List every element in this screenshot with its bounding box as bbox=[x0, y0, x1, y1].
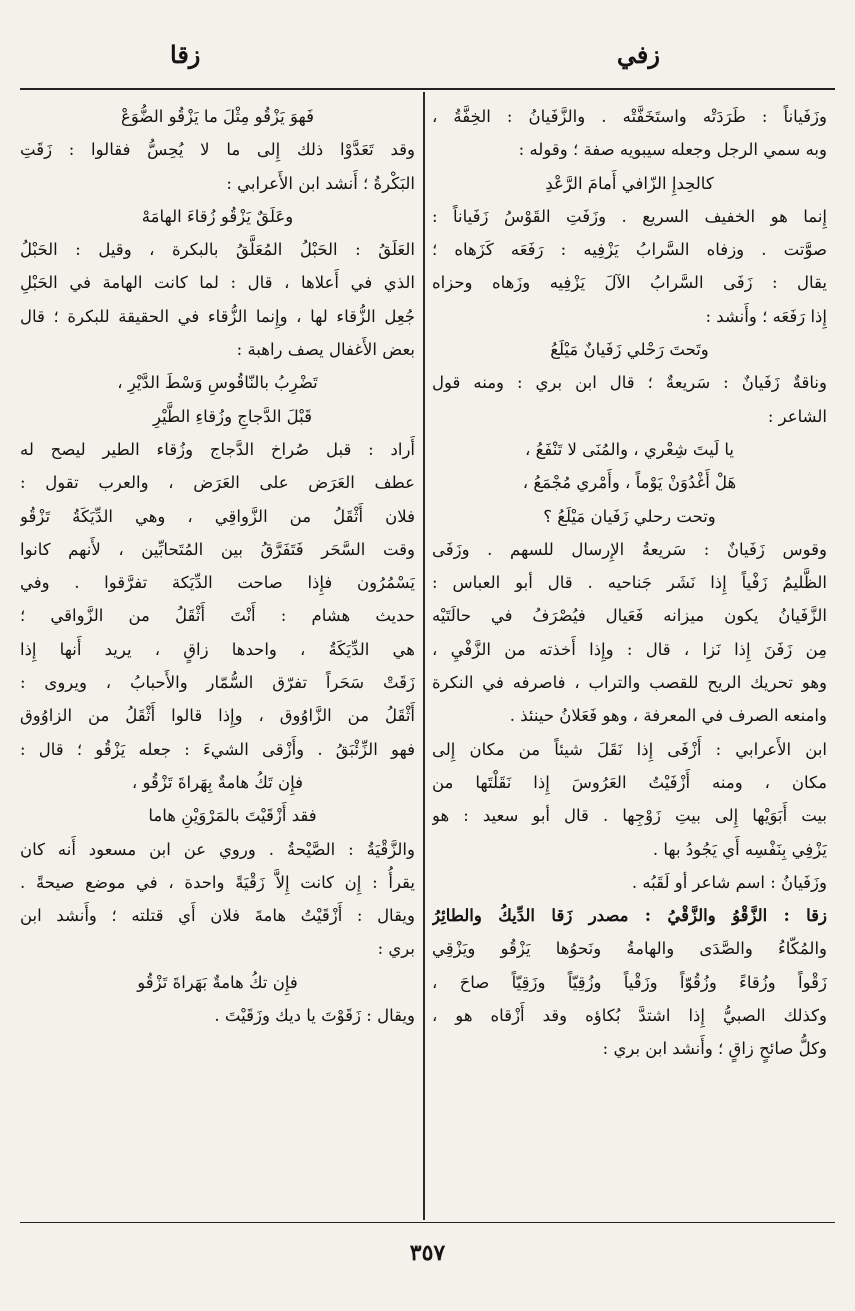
text-line: البَكْرةُ ؛ أَنشد ابن الأَعرابي : bbox=[226, 173, 415, 193]
text-line: وكلُّ صائحٍ زاقٍ ؛ وأَنشد ابن بري : bbox=[602, 1039, 827, 1059]
text-line: الشاعر : bbox=[767, 406, 827, 426]
text-line: وناقةٌ زَفَيانٌ : سَريعةٌ ؛ قال ابن بري : ومنه قول bbox=[432, 373, 827, 393]
page-header bbox=[0, 40, 855, 80]
verse-line: فقد أَزْقَيْتَ بالمَرْوَيْنِ هاما bbox=[148, 806, 317, 826]
text-line: الظَّليمُ زَفْياً إِذا نَشَر جَناحيه . قال أبو العباس : bbox=[432, 573, 827, 593]
verse-line: تَضْرِبُ بالنّاقُوسِ وَسْطَ الدَّيْرِ ، bbox=[117, 373, 318, 393]
text-line: هي الدِّيَكَةُ ، واحدها زاقٍ ، يريد أَنها إِذا bbox=[20, 639, 415, 659]
text-line: وزَفَياناً : طَرَدَتْه واستَخَفَّتْه . والزَّفَيانُ : الخِفَّةُ ، bbox=[432, 107, 827, 126]
text-line: الذي في أَعلاها ، قال : لما كانت الهامة في الحَبْلِ bbox=[20, 273, 415, 293]
text-line: صوَّتت . وزفاه السَّرابُ يَزْفِيه : رَفَعَه كَزَهاه ؛ bbox=[432, 240, 827, 260]
text-line: والمُكّاءُ والصَّدَى والهامةُ ونَحوُها يَزْقُو ويَزْقِي bbox=[432, 939, 827, 959]
text-line: أَثْقَلُ من الزَّاوُوق ، وإِذا قالوا أَثْقَلُ من الزاوُوق bbox=[20, 706, 415, 726]
verse-line: وتحت رحلي زَفَيان مَيْلَعُ ؟ bbox=[543, 506, 716, 526]
verse-line: فإِن تَكُ هامةٌ بِهَراةَ تَزْقُو ، bbox=[131, 772, 304, 792]
text-line: عطف العَرَض على العَرَض ، والعرب تقول : bbox=[20, 473, 415, 493]
text-line: إِذا رَفَعَه ؛ وأَنشد : bbox=[705, 306, 827, 326]
verse-line: فإِن تكُ هامةٌ بَهَراةَ تَزْقُو bbox=[137, 972, 298, 992]
text-line: بعض الأَغفال يصف راهبة : bbox=[236, 340, 415, 360]
text-line: بري : bbox=[377, 939, 415, 959]
text-line: حديث هشام : أَنْتَ أَثْقَلُ من الزَّواقي ؛ bbox=[20, 606, 415, 626]
text-line: وامنعه الصرف في المعرفة ، وهو فَعَلانُ حينئذ . bbox=[509, 706, 827, 726]
text-line: أَراد : قبل صُراخ الدَّجاج وزُقاء الطير ليصح له bbox=[20, 439, 415, 459]
text-line: وهو تحريك الريح للقصب والتراب ، فاصرفه في النكرة bbox=[432, 673, 827, 693]
text-line: ويقال : زَقَوْتَ يا ديك وزَقَيْتَ . bbox=[214, 1006, 415, 1026]
text-line: فلان أَثْقَلُ من الزَّواقِي ، وهي الدِّيَكَةُ تَزْقُو bbox=[20, 506, 415, 526]
header-right-word: زفي bbox=[616, 40, 660, 69]
page-number: ٣٥٧ bbox=[409, 1240, 446, 1266]
text-line: مِن زَفَنَ إِذا نَزا ، قال : وإِذا أَخذته من الزَّفْيِ ، bbox=[432, 639, 827, 659]
text-line: فهو الزِّئْبَقُ . وأَزْقى الشيءَ : جعله يَزْقُو ؛ قال : bbox=[20, 739, 415, 759]
text-line: وكذلك الصبيُّ إِذا اشتدَّ بُكاؤه وقد أَزْقاه هو ، bbox=[432, 1006, 827, 1026]
text-line: زَقَتْ سَحَراً تفرّق السُّمّار والأَحبابُ ، ويروى : bbox=[20, 673, 415, 693]
entry-heading-line: زقا : الزَّقْوُ والزَّقْيُ : مصدر زَقا الدِّيكُ والطائِرُ bbox=[432, 906, 827, 926]
verse-line: وعَلَقٌ يَزْقُو زُقاءَ الهامَهْ bbox=[141, 206, 294, 226]
text-line: بيت أَبَوَيْها إِلى بيتِ زَوْجِها . قال أبو سعيد : هو bbox=[432, 806, 827, 826]
text-line: وبه سمي الرجل وجعله سيبويه صفة ؛ وقوله : bbox=[518, 140, 827, 160]
text-line: وقد تَعَدَّوْا ذلك إِلى ما لا يُحِسُّ فقالوا : زَقَتِ bbox=[20, 140, 415, 160]
verse-line: يا لَيتَ شِعْري ، والمُنَى لا تَنْفَعُ ، bbox=[525, 439, 734, 459]
verse-line: هَلْ أَغْدُوَنْ يَوْماً ، وأَمْري مُجْمَعُ ، bbox=[522, 473, 737, 493]
column-divider bbox=[423, 92, 425, 1220]
text-line: جُعِل الزُّقاء لها ، وإِنما الزُّقاء في الحقيقة للبكرة ؛ قال bbox=[20, 306, 415, 326]
top-rule bbox=[20, 88, 835, 90]
text-line: وقوس زَفَيانٌ : سَريعةُ الإِرسال للسهم . وزَفَى bbox=[432, 539, 827, 559]
header-left-word: زقا bbox=[170, 40, 201, 69]
bottom-rule bbox=[20, 1222, 835, 1223]
verse-line: وتَحتَ رَحْلي زَفَيانٌ مَيْلَعُ bbox=[550, 340, 709, 360]
left-column bbox=[20, 100, 415, 1032]
text-line: ابن الأَعرابي : أَزْفَى إِذا نَقَلَ شيئاً من مكان إِلى bbox=[432, 739, 827, 759]
text-line: الزَّفَيانُ يكون ميزانه فَعَيال فيُصْرَفُ في حالَتَيْه bbox=[432, 606, 827, 626]
verse-line: قَبْلَ الدَّجاجِ وزُقاءِ الطَّيْرِ bbox=[152, 406, 313, 426]
text-line: يَسْمُرُون فإِذا صاحت الدِّيَكة تفرَّقوا . وفي bbox=[20, 573, 415, 593]
text-line: ويقال : أَزْقَيْتُ هامةَ فلان أَي قتلته ؛ وأَنشد ابن bbox=[20, 906, 415, 926]
text-line: وزَفَيانُ : اسم شاعر أو لَقَبُه . bbox=[631, 872, 827, 892]
verse-line: فَهوَ يَزْقُو مِثْلَ ما يَزْقُو الضُّوَعْ bbox=[121, 107, 314, 126]
right-column bbox=[432, 100, 827, 1066]
verse-line: كالحِدإِ الزّافي أَمامَ الرَّعْدِ bbox=[545, 173, 714, 193]
text-line: يقال : زَفَى السَّرابُ الآلَ يَزْفِيه وزَهاه وحزاه bbox=[432, 273, 827, 293]
text-line: وقت السَّحَر فَتَفَرَّقُ بين المُتَحابِّين ، لأَنهم كانوا bbox=[20, 539, 415, 559]
text-line: العَلَقُ : الحَبْلُ المُعَلَّقُ بالبكرة ، وقيل : الحَبْلُ bbox=[20, 240, 415, 260]
text-line: زَقْواً وزُقاءً وزُقُوّاً وزَقْياً وزُقِيّاً وزَقِيّاً صاحَ ، bbox=[432, 972, 827, 992]
text-line: إِنما هو الخفيف السريع . وزَفَتِ القَوْسُ زَفَياناً : bbox=[432, 206, 827, 226]
text-line: يقرأُ : إِن كانت إِلاَّ زَقْيَةً واحدة ، في موضع صيحةً . bbox=[20, 872, 415, 892]
text-line: والزَّقْيَةُ : الصَّيْحةُ . وروي عن ابن مسعود أَنه كان bbox=[20, 839, 415, 859]
text-line: يَزْفِي بِنَفْسِه أَي يَجُودُ بها . bbox=[652, 839, 827, 859]
text-line: مكان ، ومنه أَزْفَيْتُ العَرُوسَ إِذا نَقَلْتَها من bbox=[432, 772, 827, 792]
